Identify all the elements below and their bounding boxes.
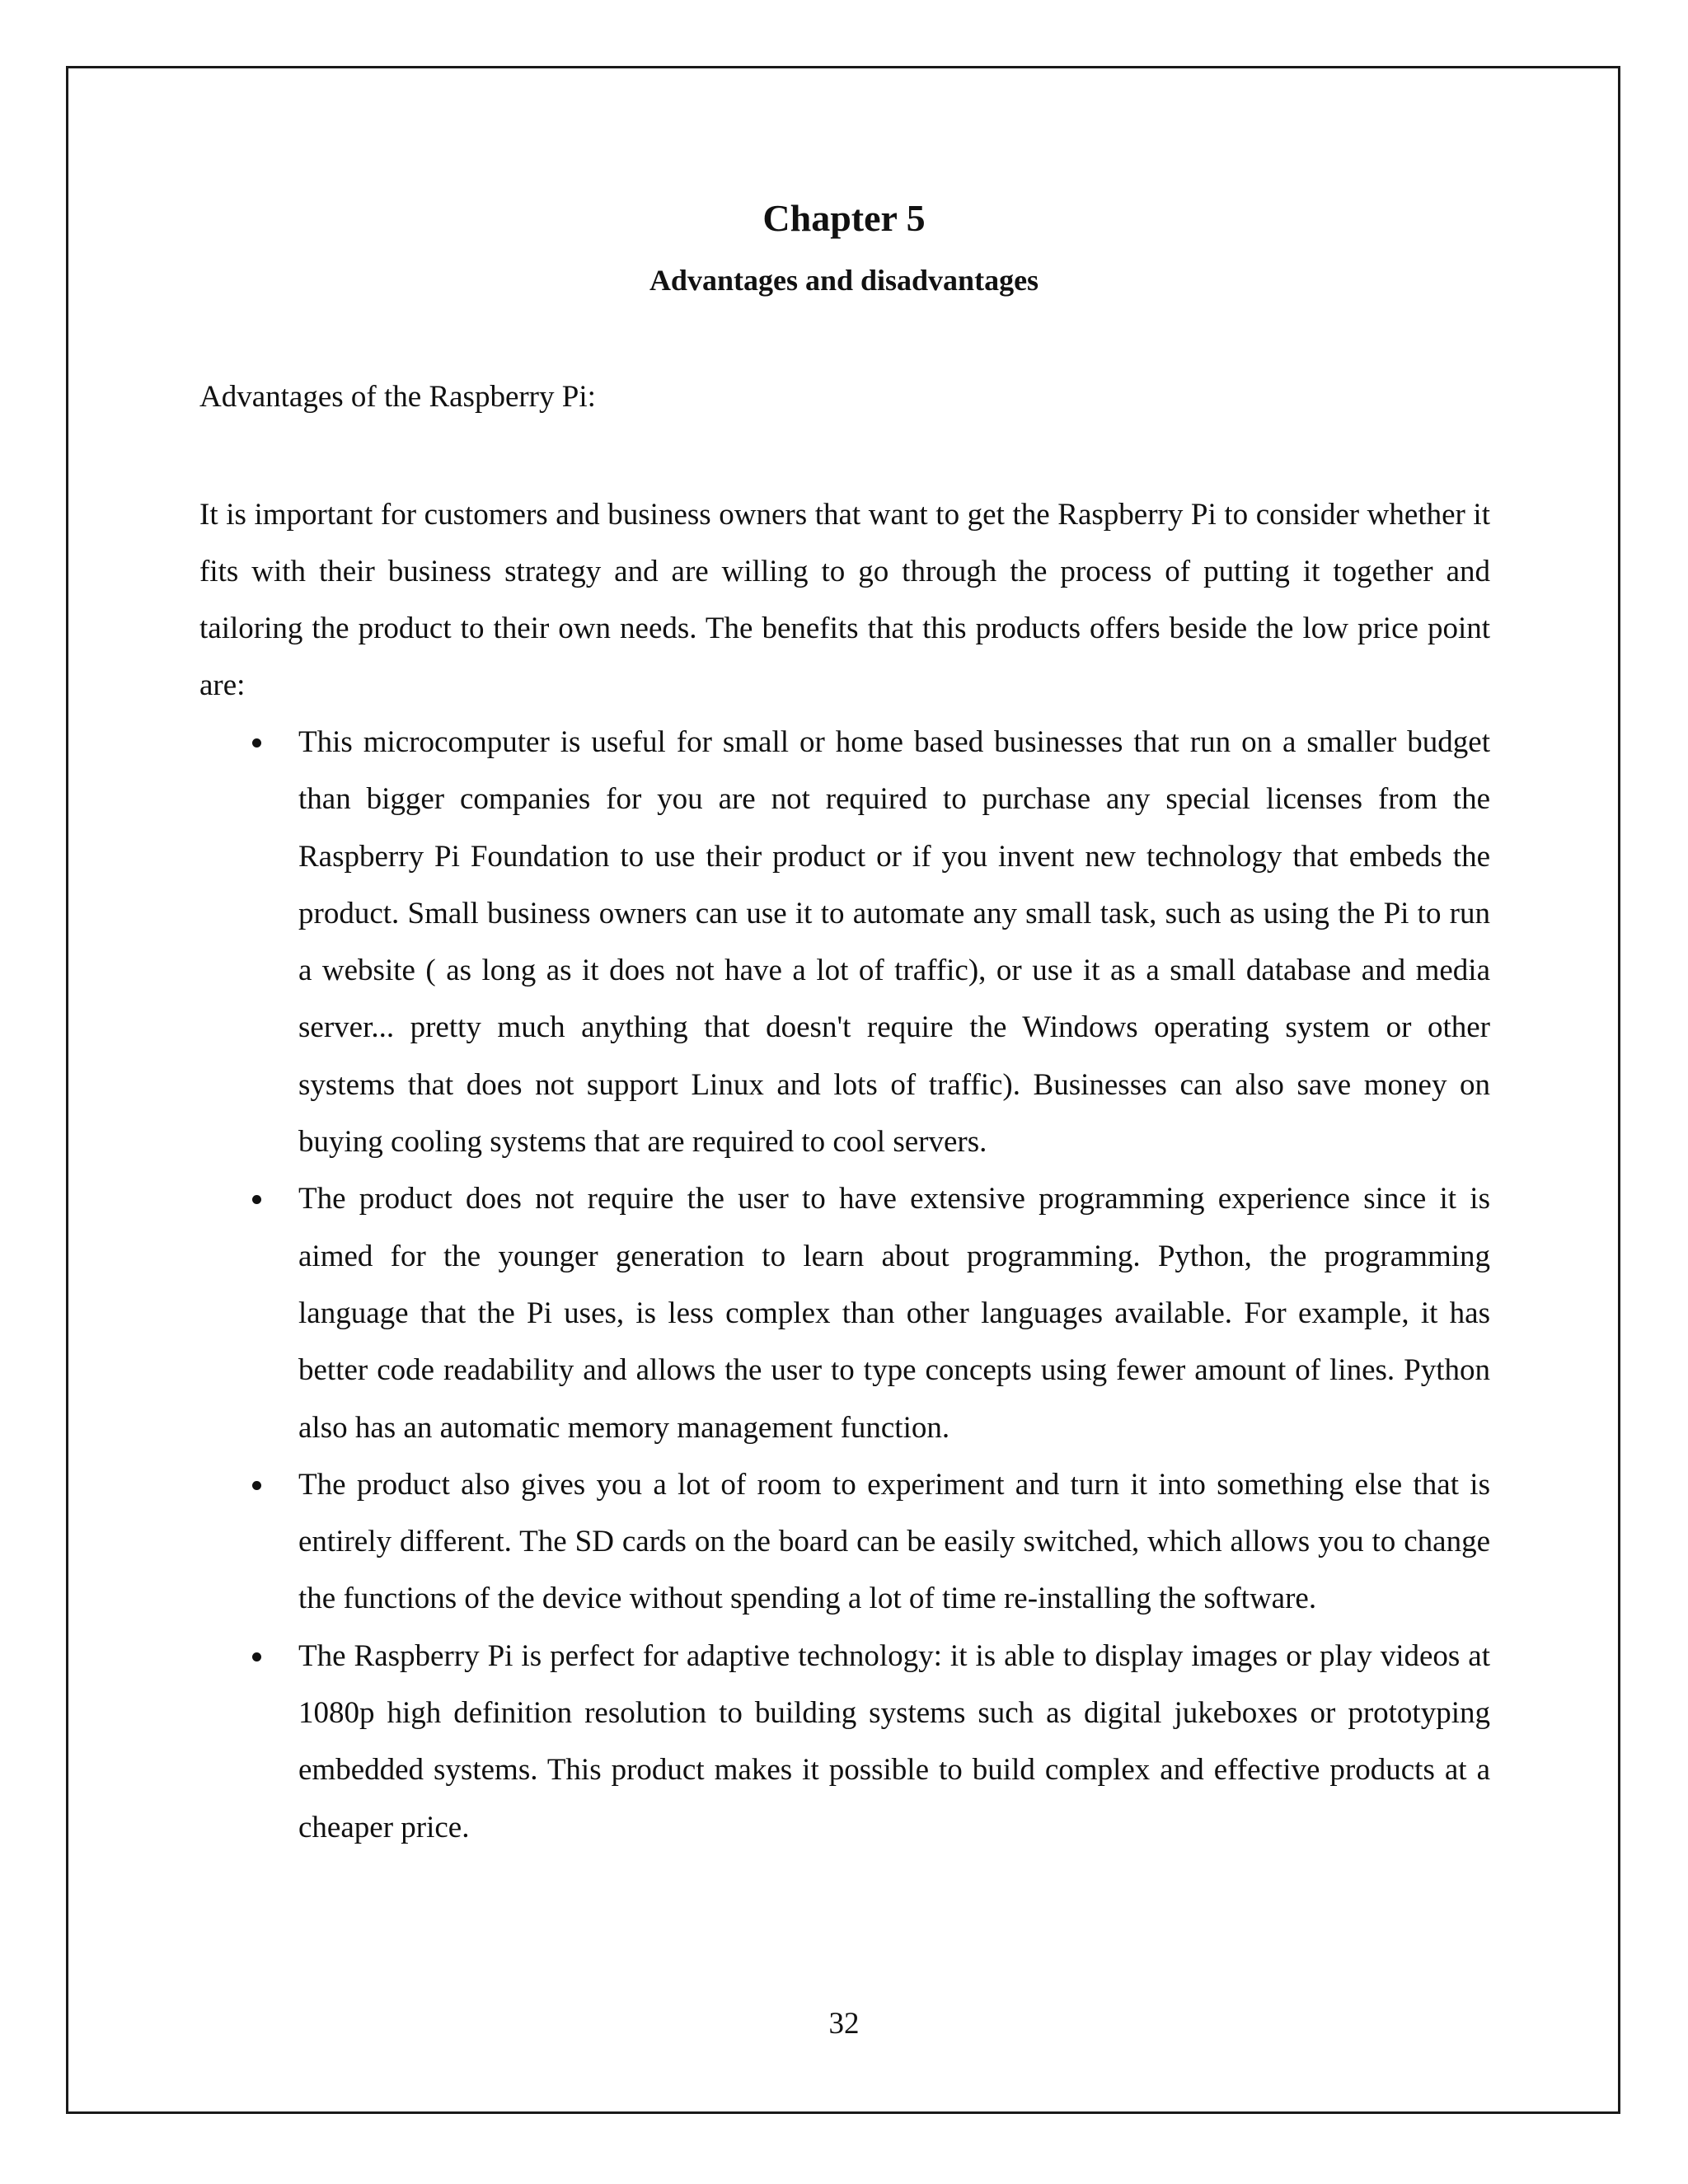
chapter-title: Chapter 5 xyxy=(762,197,926,239)
page-number: 32 xyxy=(828,2007,860,2041)
intro-paragraph: It is important for customers and business owners that want to get the Raspberry Pi to consider whether it fits with their business strategy and are willing to go through the process of putting it together and tailoring the product to their own needs. The benefits that this products offers beside the low price point are: xyxy=(199,498,1490,702)
list-item-text: The product does not require the user to have extensive programming experience since it is aimed for the younger generation to learn about programming. Python, the programming language that the Pi uses, is less complex than other languages available. For example, it has better code readability and allows the user to type concepts using fewer amount of lines. Python also has an automatic memory management function. xyxy=(298,1182,1490,1445)
list-item-text: This microcomputer is useful for small or home based businesses that run on a smaller budget than bigger companies for you are not required to purchase any special licenses from the Raspberry Pi Foundation to use their product or if you invent new technology that embeds the product. Small business owners can use it to automate any small task, such as using the Pi to run a website ( as long as it does not have a lot of traffic), or use it as a small database and media server... pretty much anything that doesn't require the Windows operating system or other systems that does not support Linux and lots of traffic). Businesses can also save money on buying cooling systems that are required to cool servers. xyxy=(298,725,1490,1160)
bullet-icon xyxy=(252,1652,261,1661)
list-item xyxy=(298,1456,1490,1628)
section-heading: Advantages of the Raspberry Pi: xyxy=(199,380,596,414)
list-item xyxy=(298,714,1490,1170)
bullet-icon xyxy=(252,1481,261,1490)
list-item xyxy=(298,1170,1490,1455)
list-item-text: The product also gives you a lot of room to experiment and turn it into something else that is entirely different. The SD cards on the board can be easily switched, which allows you to change the functions of the device without spending a lot of time re-installing the software. xyxy=(298,1467,1490,1616)
list-item xyxy=(298,1628,1490,1856)
chapter-subtitle: Advantages and disadvantages xyxy=(649,264,1039,297)
list-item-text: The Raspberry Pi is perfect for adaptive technology: it is able to display images or play videos at 1080p high definition resolution to building systems such as digital jukeboxes or prototyping embedded systems. This product makes it possible to build complex and effective products at a cheaper price. xyxy=(298,1638,1490,1844)
bullet-icon xyxy=(252,738,261,748)
advantages-list xyxy=(298,714,1490,1856)
